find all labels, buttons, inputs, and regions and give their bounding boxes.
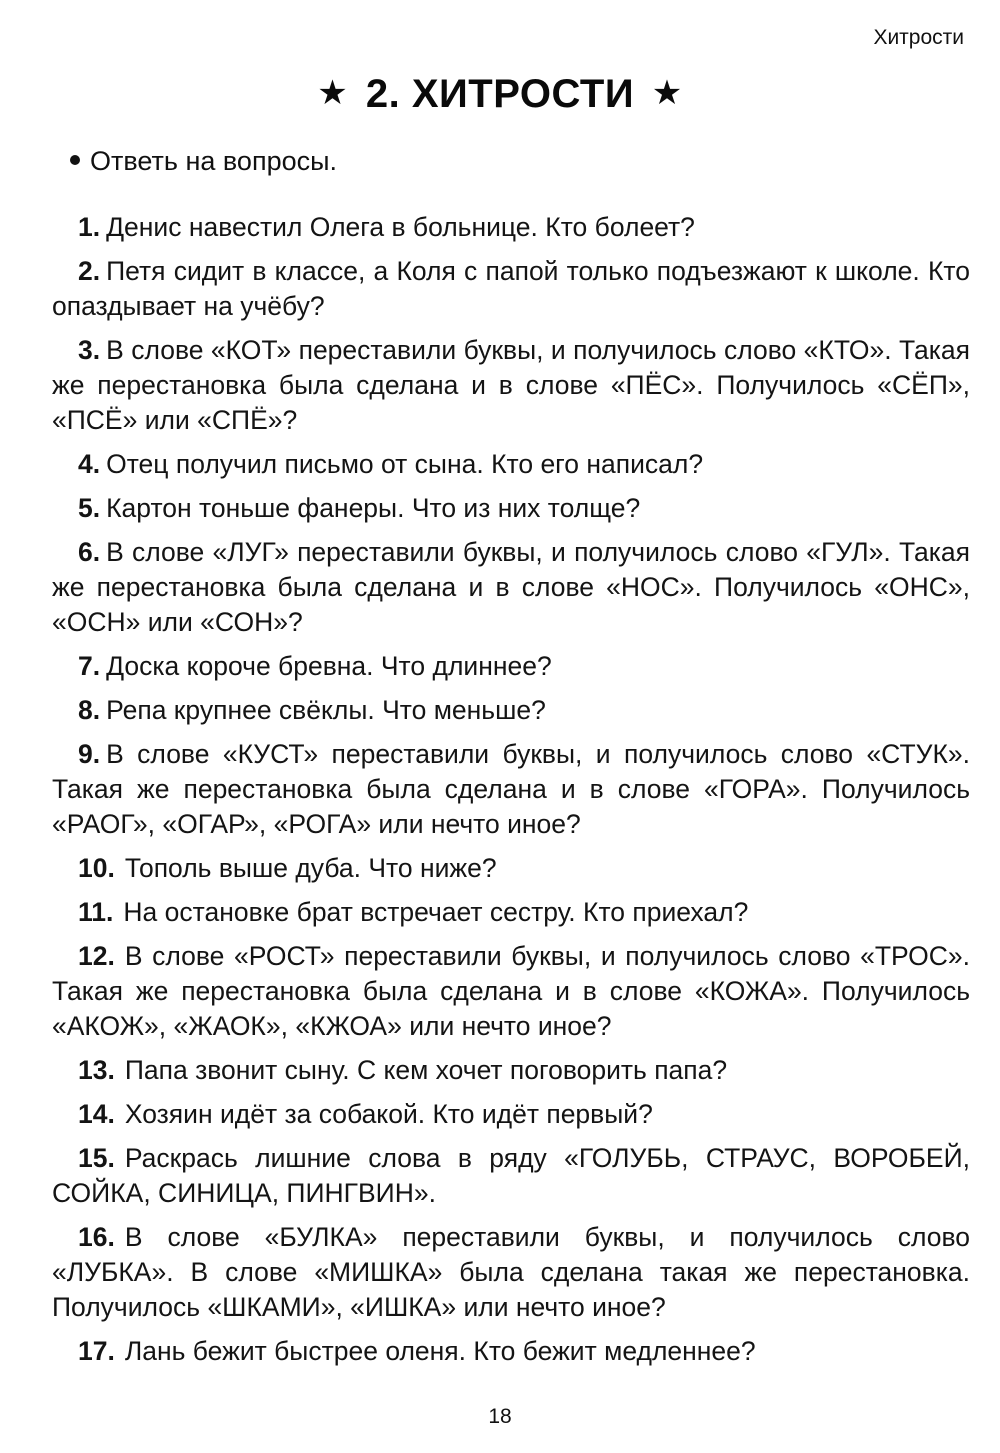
page-number: 18 [488,1405,512,1428]
question-text: Репа крупнее свёклы. Что меньше? [106,695,546,725]
question-number: 13. [78,1055,115,1085]
page-title-text: 2. ХИТРОСТИ [365,72,635,116]
bullet-icon [70,155,80,165]
question-text: Хозяин идёт за собакой. Кто идёт первый? [124,1099,653,1129]
question-item [52,535,970,640]
question-item [52,693,970,728]
question-number: 15. [78,1143,115,1173]
question-item [52,1097,970,1132]
question-number: 5. [78,493,101,523]
question-number: 17. [78,1336,115,1366]
question-number: 11. [78,897,114,927]
instruction-text: Ответь на вопросы. [90,146,338,176]
question-number: 14. [78,1099,115,1129]
question-item [52,649,970,684]
question-item [52,1141,970,1211]
question-item [52,895,970,930]
star-icon: ★ [651,74,683,112]
question-number: 16. [78,1222,115,1252]
question-item [52,851,970,886]
question-text: Тополь выше дуба. Что ниже? [124,853,497,883]
question-number: 2. [78,256,101,286]
question-number: 12. [78,941,115,971]
question-text: Денис навестил Олега в больнице. Кто болеет? [106,212,695,242]
question-number: 4. [78,449,101,479]
question-text: В слове «РОСТ» переставили буквы, и получилось слово «ТРОС». Такая же перестановка была сделана и в слове «КОЖА». Получилось «АКОЖ», «ЖАОК», «КЖОА» или нечто иное? [52,941,970,1041]
question-number: 8. [78,695,101,725]
question-text: В слове «КОТ» переставили буквы, и получилось слово «КТО». Такая же перестановка была сделана и в слове «ПЁС». Получилось «СЁП», «ПСЁ» или «СПЁ»? [52,335,970,435]
question-number: 6. [78,537,101,567]
question-text: В слове «БУЛКА» переставили буквы, и получилось слово «ЛУБКА». В слове «МИШКА» была сделана такая же перестановка. Получилось «ШКАМИ», «ИШКА» или нечто иное? [52,1222,970,1322]
question-number: 3. [78,335,101,365]
question-text: Папа звонит сыну. С кем хочет поговорить папа? [124,1055,728,1085]
question-text: Отец получил письмо от сына. Кто его написал? [106,449,704,479]
question-item [52,491,970,526]
instruction [70,146,337,177]
question-item [52,1220,970,1325]
question-text: Доска короче бревна. Что длиннее? [106,651,552,681]
question-number: 10. [78,853,115,883]
question-list [52,210,970,1378]
question-text: В слове «КУСТ» переставили буквы, и получилось слово «СТУК». Такая же перестановка была сделана и в слове «ГОРА». Получилось «РАОГ», «ОГАР», «РОГА» или нечто иное? [52,739,970,839]
question-text: Петя сидит в классе, а Коля с папой только подъезжают к школе. Кто опаздывает на учёбу? [52,256,970,321]
question-text: Картон тоньше фанеры. Что из них толще? [106,493,641,523]
question-number: 1. [78,212,101,242]
question-text: В слове «ЛУГ» переставили буквы, и получилось слово «ГУЛ». Такая же перестановка была сделана и в слове «НОС». Получилось «ОНС», «ОСН» или «СОН»? [52,537,970,637]
question-item [52,1334,970,1369]
page-title [0,72,1000,117]
question-item [52,210,970,245]
running-header: Хитрости [873,26,964,49]
question-item [52,1053,970,1088]
star-icon: ★ [317,74,349,112]
question-item [52,939,970,1044]
question-text: На остановке брат встречает сестру. Кто приехал? [123,897,749,927]
question-item [52,333,970,438]
question-number: 7. [78,651,101,681]
question-number: 9. [78,739,101,769]
question-item [52,254,970,324]
question-item [52,737,970,842]
question-item [52,447,970,482]
question-text: Раскрась лишние слова в ряду «ГОЛУБЬ, СТРАУС, ВОРОБЕЙ, СОЙКА, СИНИЦА, ПИНГВИН». [52,1143,970,1208]
question-text: Лань бежит быстрее оленя. Кто бежит медленнее? [124,1336,756,1366]
